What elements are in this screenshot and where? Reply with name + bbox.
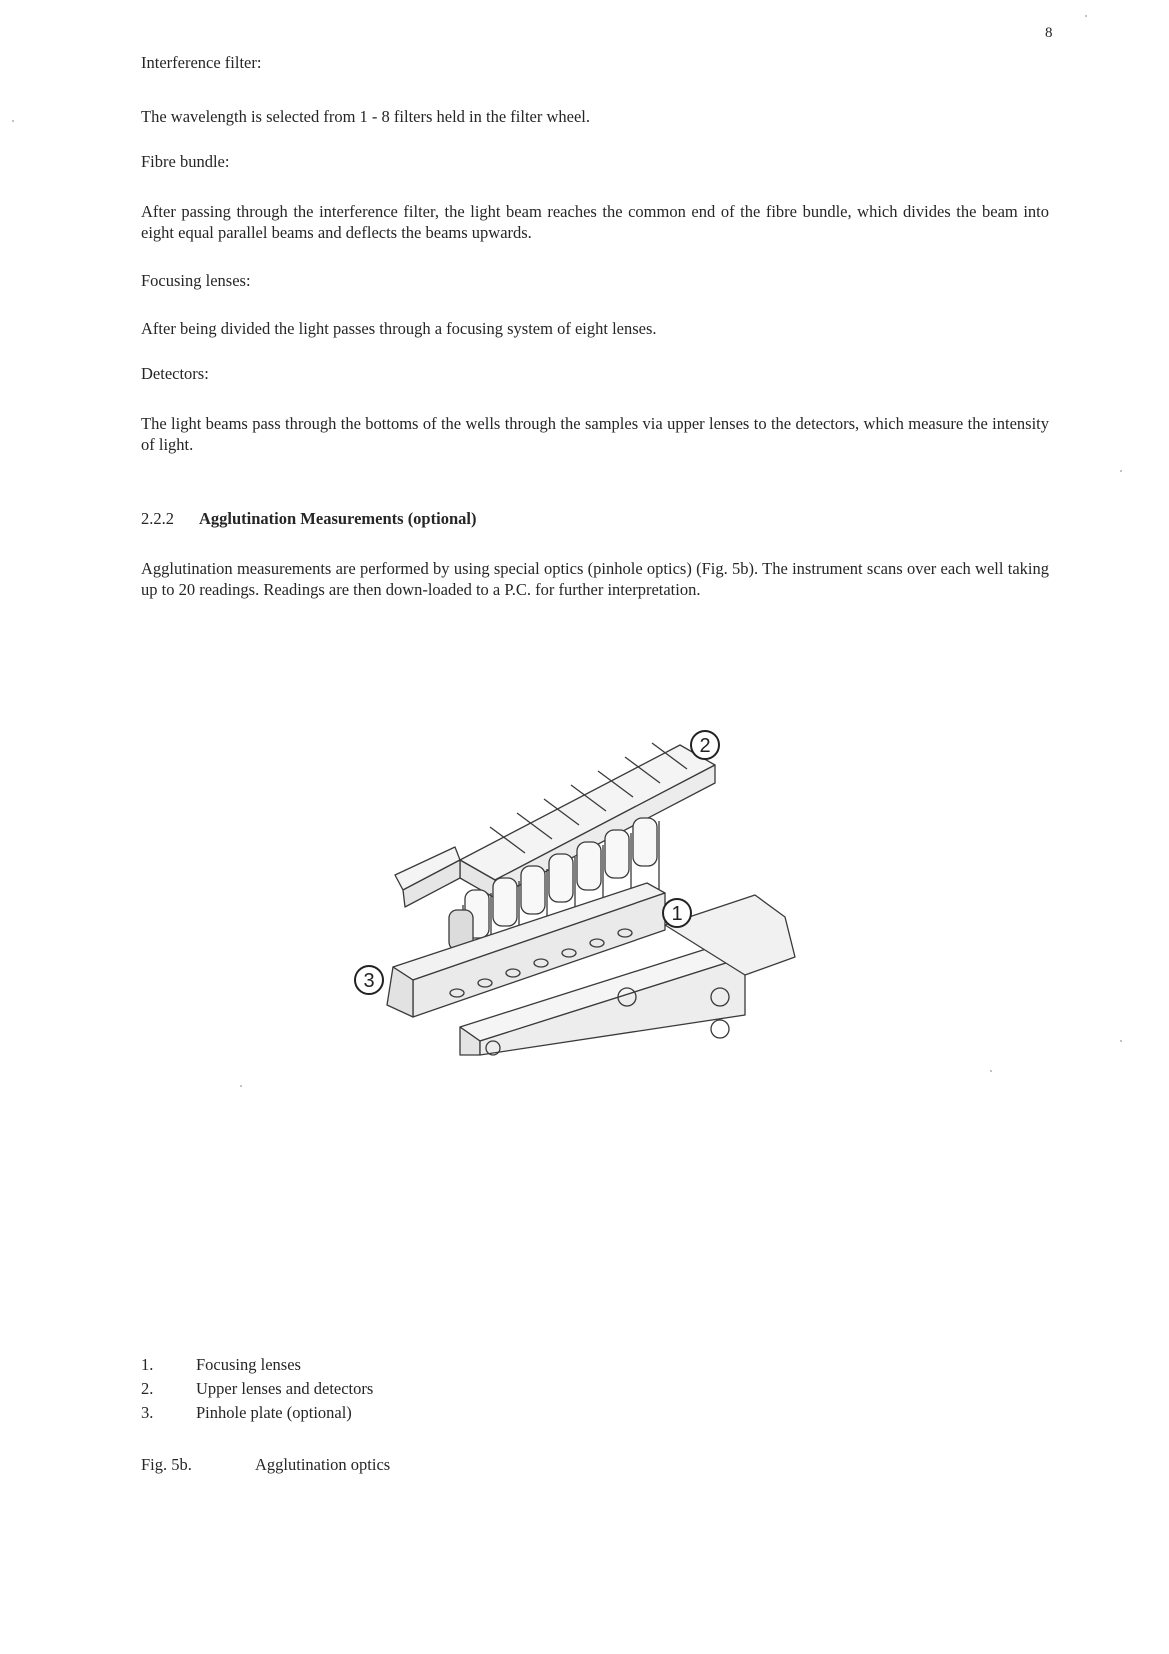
- agglutination-body: Agglutination measurements are performed by using special optics (pinhole optics) (Fig. 5b). The instrument scans over each well taking up to 20 readings. Readings are then down-loaded to a P.C. for further interpretation.: [141, 559, 1049, 599]
- scan-speck: [990, 1070, 992, 1072]
- legend-label: Focusing lenses: [196, 1355, 301, 1374]
- legend-index: 1.: [141, 1355, 154, 1374]
- fibre-bundle-body: After passing through the interference filter, the light beam reaches the common end of the fibre bundle, which divides the beam into eight equal parallel beams and deflects the beams upwards.: [141, 202, 1049, 242]
- section-heading: [141, 508, 476, 530]
- page-number: 8: [1045, 25, 1053, 41]
- interference-filter-body: The wavelength is selected from 1 - 8 filters held in the filter wheel.: [141, 107, 591, 126]
- focusing-lenses-body: After being divided the light passes through a focusing system of eight lenses.: [141, 319, 657, 338]
- agglutination-optics-figure: [365, 735, 845, 1055]
- legend-item: [141, 1378, 373, 1400]
- detectors-heading: Detectors:: [141, 364, 209, 383]
- section-number: 2.2.2: [141, 509, 174, 528]
- callout-3: 3: [363, 970, 375, 992]
- fibre-bundle-heading: Fibre bundle:: [141, 152, 230, 171]
- legend-label: Upper lenses and detectors: [196, 1379, 374, 1398]
- legend-index: 2.: [141, 1379, 154, 1398]
- scan-speck: [1120, 1040, 1122, 1042]
- interference-filter-heading: Interference filter:: [141, 53, 262, 72]
- figure-caption: [141, 1454, 390, 1476]
- scan-speck: [1085, 15, 1087, 17]
- detectors-body: The light beams pass through the bottoms of the wells through the samples via upper lenses to the detectors, which measure the intensity of light.: [141, 414, 1049, 454]
- callout-1: 1: [671, 903, 683, 925]
- callout-2: 2: [699, 735, 711, 757]
- scan-speck: [12, 120, 14, 122]
- figure-title: Agglutination optics: [255, 1455, 391, 1474]
- focusing-lenses-heading: Focusing lenses:: [141, 271, 251, 290]
- legend-label: Pinhole plate (optional): [196, 1403, 352, 1422]
- legend-item: [141, 1402, 352, 1424]
- section-title: Agglutination Measurements (optional): [199, 509, 477, 528]
- figure-label: Fig. 5b.: [141, 1455, 192, 1474]
- scan-speck: [1120, 470, 1122, 472]
- scan-speck: [240, 1085, 242, 1087]
- legend-index: 3.: [141, 1403, 154, 1422]
- legend-item: [141, 1354, 301, 1376]
